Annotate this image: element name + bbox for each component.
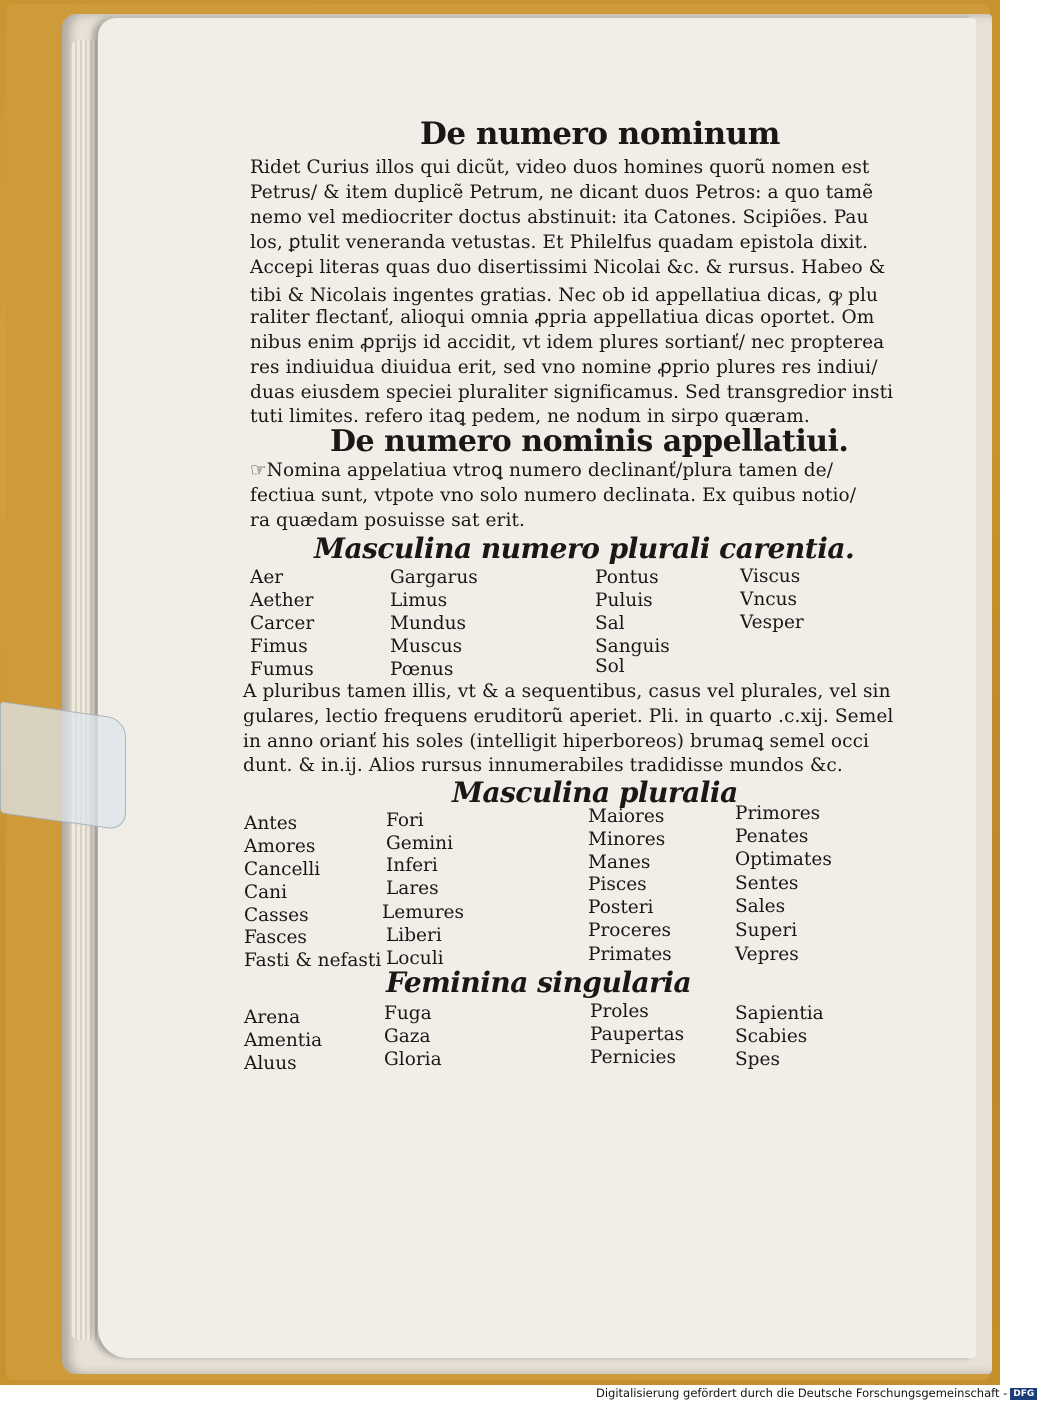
list1-word: Fimus — [250, 636, 308, 657]
list2-word: Sales — [735, 896, 786, 917]
dfg-badge[interactable]: DFG — [1010, 1388, 1037, 1400]
para1-line: nemo vel mediocriter doctus abstinuit: ita Catones. Scipiões. Pau — [250, 207, 869, 228]
list3-word: Fuga — [384, 1003, 432, 1024]
list2-word: Fasti & nefasti — [244, 950, 382, 971]
list3-word: Arena — [244, 1007, 301, 1028]
list2-word: Fori — [386, 810, 424, 831]
list2-word: Loculi — [386, 948, 444, 969]
list2-word: Fasces — [244, 927, 307, 948]
list1-word: Gargarus — [390, 567, 478, 588]
para1-line: tuti limites. refero itaꝗ pedem, ne nodum in sirpo quæram. — [250, 406, 810, 427]
list2-word: Vepres — [735, 944, 799, 965]
list3-word: Amentia — [244, 1030, 323, 1051]
list1-word: Pœnus — [390, 659, 454, 680]
heading-masculina-carentia: Masculina numero plurali carentia. — [314, 532, 855, 565]
list1-word: Sal — [595, 613, 625, 634]
list3-word: Paupertas — [590, 1024, 685, 1045]
para1-line: Petrus/ & item duplicẽ Petrum, ne dicant duos Petros: a quo tamẽ — [250, 182, 874, 203]
list2-word: Maiores — [588, 806, 665, 827]
list2-word: Casses — [244, 905, 309, 926]
list2-word: Sentes — [735, 873, 799, 894]
list1-word: Fumus — [250, 659, 314, 680]
list3-word: Aluus — [244, 1053, 297, 1074]
para3-line: gulares, lectio frequens eruditorũ aperiet. Pli. in quarto .c.xij. Semel — [243, 706, 894, 727]
para3-line: A pluribus tamen illis, vt & a sequentibus, casus vel plurales, vel sin — [243, 681, 891, 702]
footer-credit — [596, 1386, 1037, 1400]
list2-word: Cani — [244, 882, 288, 903]
list2-word: Gemini — [386, 833, 454, 854]
para1-line: raliter flectanť, alioqui omnia ꝓpria appellatiua dicas oportet. Om — [250, 307, 875, 328]
list1-word: Pontus — [595, 567, 659, 588]
para2-line: ☞Nomina appelatiua vtroꝗ numero declinanť/plura tamen de/ — [250, 460, 834, 481]
list2-word: Liberi — [386, 925, 442, 946]
list3-word: Proles — [590, 1001, 649, 1022]
heading-de-numero-nominum: De numero nominum — [420, 116, 780, 152]
list1-word: Vncus — [740, 589, 798, 610]
list2-word: Primores — [735, 803, 821, 824]
heading-feminina-singularia: Feminina singularia — [386, 966, 692, 999]
para1-line: Ridet Curius illos qui dicũt, video duos homines quorũ nomen est — [250, 157, 870, 178]
heading-masculina-pluralia: Masculina pluralia — [452, 776, 738, 809]
para2-line: fectiua sunt, vtpote vno solo numero declinata. Ex quibus notio/ — [250, 485, 857, 506]
list2-word: Proceres — [588, 920, 672, 941]
para3-line: in anno orianť his soles (intelligit hiperboreos) brumaꝗ semel occi — [243, 731, 870, 752]
list2-word: Superi — [735, 920, 798, 941]
para1-line: tibi & Nicolais ingentes gratias. Nec ob id appellatiua dicas, ꝙ plu — [250, 285, 879, 306]
list3-word: Pernicies — [590, 1047, 676, 1068]
list3-word: Spes — [735, 1049, 780, 1070]
list2-word: Minores — [588, 829, 666, 850]
list2-word: Optimates — [735, 849, 832, 870]
list3-word: Gaza — [384, 1026, 431, 1047]
list2-word: Inferi — [386, 855, 438, 876]
list1-word: Aer — [250, 567, 284, 588]
list1-word: Viscus — [740, 566, 801, 587]
para2-line: ra quædam posuisse sat erit. — [250, 510, 525, 531]
list1-word: Sanguis — [595, 636, 670, 657]
para1-line: duas eiusdem speciei pluraliter significamus. Sed transgredior insti — [250, 382, 894, 403]
para1-line: nibus enim ꝓprijs id accidit, vt idem plures sortianť/ nec propterea — [250, 332, 885, 353]
list2-word: Penates — [735, 826, 809, 847]
list1-word: Muscus — [390, 636, 463, 657]
list1-word: Mundus — [390, 613, 467, 634]
list2-word: Lemures — [382, 902, 464, 923]
list2-word: Posteri — [588, 897, 654, 918]
list3-word: Gloria — [384, 1049, 442, 1070]
footer-text: Digitalisierung gefördert durch die Deutsche Forschungsgemeinschaft - — [596, 1386, 1008, 1400]
list2-word: Pisces — [588, 874, 647, 895]
list2-word: Amores — [244, 836, 316, 857]
para1-line: res indiuidua diuidua erit, sed vno nomine ꝓprio plures res indiui/ — [250, 357, 878, 378]
list1-word: Vesper — [740, 612, 804, 633]
page-clip — [0, 701, 126, 831]
list1-word: Limus — [390, 590, 448, 611]
para3-line: dunt. & in.ij. Alios rursus innumerabiles tradidisse mundos &c. — [243, 755, 843, 776]
list2-word: Antes — [244, 813, 298, 834]
list2-word: Cancelli — [244, 859, 321, 880]
list1-word: Sol — [595, 656, 625, 677]
list1-word: Aether — [250, 590, 314, 611]
heading-de-numero-appellatiui: De numero nominis appellatiui. — [330, 424, 849, 459]
list1-word: Puluis — [595, 590, 653, 611]
list3-word: Scabies — [735, 1026, 808, 1047]
list2-word: Manes — [588, 852, 651, 873]
list3-word: Sapientia — [735, 1003, 824, 1024]
para1-line: Accepi literas quas duo disertissimi Nicolai &c. & rursus. Habeo & — [250, 257, 886, 278]
list2-word: Lares — [386, 878, 439, 899]
para1-line: los, ꝑtulit veneranda vetustas. Et Philelfus quadam epistola dixit. — [250, 232, 869, 253]
list1-word: Carcer — [250, 613, 315, 634]
list2-word: Primates — [588, 944, 672, 965]
